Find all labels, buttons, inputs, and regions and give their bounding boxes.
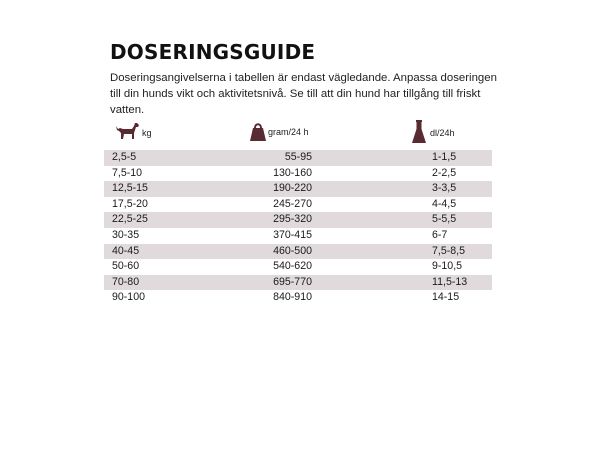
cell-kg: 7,5-10 (112, 166, 143, 179)
cell-dl: 3-3,5 (432, 182, 457, 195)
cell-dl: 7,5-8,5 (432, 244, 465, 257)
table-row (104, 181, 492, 197)
cell-dl: 2-2,5 (432, 166, 457, 179)
cell-dl: 14-15 (432, 291, 460, 304)
cell-grams: 55-95 (284, 151, 312, 163)
cell-grams: 540-620 (273, 260, 312, 273)
table-row (104, 150, 492, 166)
header-water-label: dl/24h (430, 128, 455, 138)
cell-grams: 295-320 (273, 213, 312, 226)
header-grams-label: gram/24 h (268, 127, 309, 137)
cell-dl: 9-10,5 (432, 260, 463, 273)
cell-kg: 2,5-5 (112, 151, 137, 163)
cell-kg: 22,5-25 (112, 213, 148, 226)
table-row (104, 290, 492, 306)
page-title: DOSERINGSGUIDE (110, 40, 316, 64)
table-row (104, 166, 492, 182)
weight-icon (250, 120, 266, 142)
cell-dl: 1-1,5 (432, 151, 457, 163)
cell-grams: 840-910 (273, 291, 312, 304)
cell-grams: 695-770 (273, 275, 312, 288)
intro-text: Doseringsangivelserna i tabellen är endast vägledande. Anpassa doseringen till din hunds vikt och aktivitetsnivå. Se till att din hund har tillgång till friskt vatten. (110, 72, 497, 116)
cell-grams: 130-160 (273, 166, 312, 179)
dog-icon (114, 120, 140, 140)
cell-dl: 4-4,5 (432, 197, 457, 210)
table-row (104, 212, 492, 228)
dosage-table (104, 150, 492, 306)
cell-kg: 70-80 (112, 275, 140, 288)
cell-grams: 460-500 (273, 244, 312, 257)
cell-kg: 17,5-20 (112, 197, 148, 210)
cell-grams: 370-415 (273, 228, 312, 241)
header-weight-label: kg (142, 128, 152, 138)
table-row (104, 228, 492, 244)
cell-grams: 190-220 (273, 182, 312, 195)
cell-dl: 6-7 (432, 228, 448, 241)
cell-dl: 5-5,5 (432, 213, 457, 226)
cell-kg: 90-100 (112, 291, 145, 304)
table-header (104, 118, 492, 146)
table-row (104, 275, 492, 291)
table-row (104, 259, 492, 275)
table-row (104, 197, 492, 213)
cell-grams: 245-270 (273, 197, 312, 210)
table-row (104, 244, 492, 260)
cell-kg: 40-45 (112, 244, 140, 257)
cell-kg: 12,5-15 (112, 182, 148, 195)
cell-dl: 11,5-13 (432, 275, 468, 288)
cell-kg: 50-60 (112, 260, 140, 273)
cell-kg: 30-35 (112, 228, 140, 241)
flask-icon (412, 120, 426, 144)
